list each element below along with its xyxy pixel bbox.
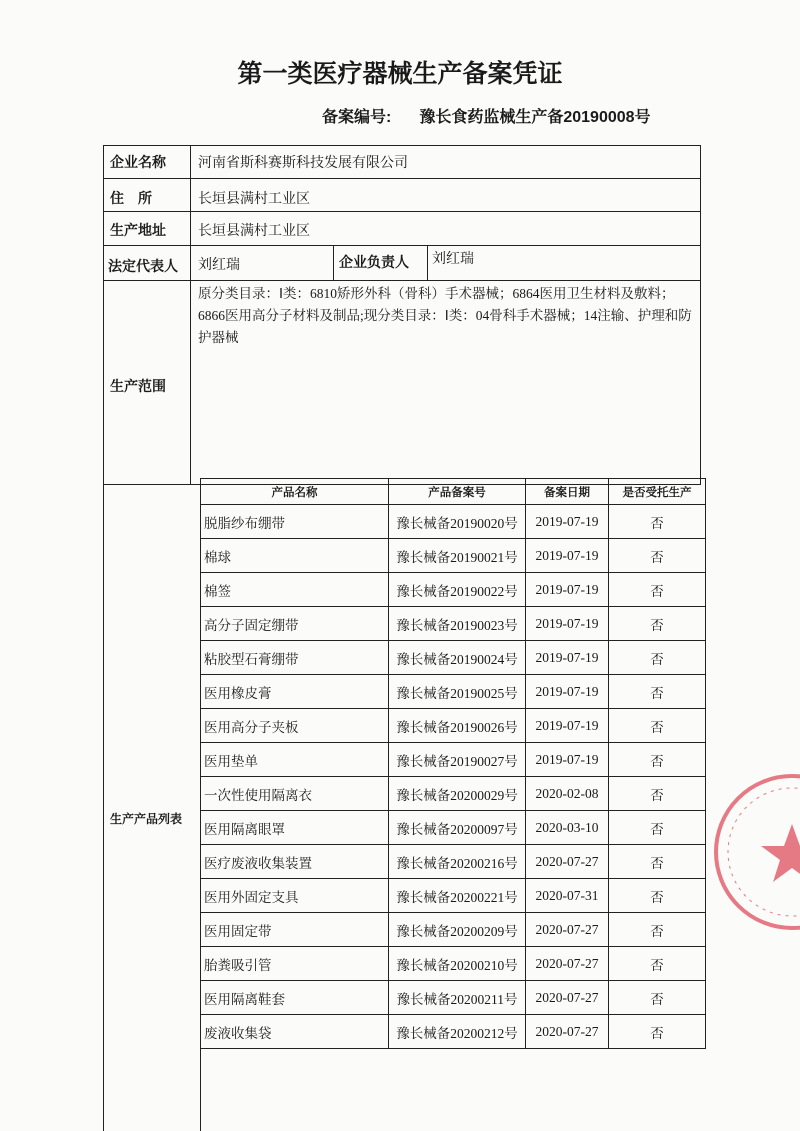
table-row	[201, 573, 706, 607]
product-name: 医用固定带	[201, 913, 389, 947]
products-section	[103, 485, 201, 1131]
entrusted: 否	[609, 777, 706, 811]
record-number: 豫长械备20190022号	[389, 573, 526, 607]
record-number: 豫长械备20190024号	[389, 641, 526, 675]
record-date: 2020-07-31	[526, 879, 609, 913]
record-date: 2019-07-19	[526, 743, 609, 777]
product-name: 棉签	[201, 573, 389, 607]
entrusted: 否	[609, 913, 706, 947]
product-name: 医用橡皮膏	[201, 675, 389, 709]
entrusted: 否	[609, 879, 706, 913]
record-date: 2020-07-27	[526, 1015, 609, 1049]
entrusted: 否	[609, 539, 706, 573]
products-label: 生产产品列表	[110, 812, 183, 826]
table-row	[201, 845, 706, 879]
table-row	[201, 607, 706, 641]
head-value: 刘红瑞	[432, 252, 474, 267]
record-date: 2020-03-10	[526, 811, 609, 845]
address-label: 住 所	[110, 190, 152, 206]
company-label: 企业名称	[110, 154, 166, 170]
record-number: 豫长械备20200029号	[389, 777, 526, 811]
record-date: 2020-07-27	[526, 947, 609, 981]
table-row	[201, 743, 706, 777]
row-divider	[103, 178, 701, 212]
table-row	[201, 641, 706, 675]
record-date: 2019-07-19	[526, 539, 609, 573]
scope-value: 原分类目录：Ⅰ类：6810矫形外科（骨科）手术器械；6864医用卫生材料及敷料；6866医用高分子材料及制品;现分类目录：Ⅰ类：04骨科手术器械；14注输、护理和防护器械	[198, 286, 692, 345]
product-name: 胎粪吸引管	[201, 947, 389, 981]
head-label: 企业负责人	[339, 254, 409, 270]
product-name: 医用高分子夹板	[201, 709, 389, 743]
table-row	[201, 1015, 706, 1049]
legal-value: 刘红瑞	[198, 258, 240, 273]
entrusted: 否	[609, 573, 706, 607]
record-number: 豫长械备20190023号	[389, 607, 526, 641]
entrusted: 否	[609, 675, 706, 709]
address-value: 长垣县满村工业区	[198, 192, 310, 207]
record-date: 2019-07-19	[526, 607, 609, 641]
record-number	[322, 104, 679, 127]
product-name: 一次性使用隔离衣	[201, 777, 389, 811]
official-seal	[712, 772, 800, 932]
record-date: 2019-07-19	[526, 573, 609, 607]
record-value: 豫长食药监械生产备20190008号	[419, 109, 651, 126]
record-date: 2019-07-19	[526, 709, 609, 743]
record-date: 2020-07-27	[526, 981, 609, 1015]
legal-label: 法定代表人	[108, 258, 178, 274]
table-row	[201, 879, 706, 913]
table-row	[201, 675, 706, 709]
col-divider	[190, 145, 191, 485]
record-number: 豫长械备20200210号	[389, 947, 526, 981]
table-row	[201, 811, 706, 845]
product-name: 医用外固定支具	[201, 879, 389, 913]
entrusted: 否	[609, 743, 706, 777]
products-table	[200, 478, 706, 1049]
entrusted: 否	[609, 641, 706, 675]
product-name: 医疗废液收集装置	[201, 845, 389, 879]
record-number: 豫长械备20200209号	[389, 913, 526, 947]
record-number: 豫长械备20190021号	[389, 539, 526, 573]
table-row	[201, 539, 706, 573]
entrusted: 否	[609, 981, 706, 1015]
site-label: 生产地址	[110, 222, 166, 238]
record-date: 2019-07-19	[526, 505, 609, 539]
record-date: 2020-02-08	[526, 777, 609, 811]
record-date: 2020-07-27	[526, 913, 609, 947]
table-row	[201, 777, 706, 811]
scope-label: 生产范围	[110, 378, 166, 394]
entrusted: 否	[609, 845, 706, 879]
record-number: 豫长械备20200097号	[389, 811, 526, 845]
record-date: 2019-07-19	[526, 675, 609, 709]
record-number: 豫长械备20190026号	[389, 709, 526, 743]
entrusted: 否	[609, 505, 706, 539]
document-title: 第一类医疗器械生产备案凭证	[237, 60, 563, 88]
site-value: 长垣县满村工业区	[198, 224, 310, 239]
product-name: 脱脂纱布绷带	[201, 505, 389, 539]
star-icon	[761, 824, 800, 882]
product-name: 医用垫单	[201, 743, 389, 777]
table-row	[201, 981, 706, 1015]
record-number: 豫长械备20190025号	[389, 675, 526, 709]
entrusted: 否	[609, 607, 706, 641]
product-name: 医用隔离眼罩	[201, 811, 389, 845]
company-value: 河南省斯科赛斯科技发展有限公司	[198, 156, 408, 171]
record-number: 豫长械备20200211号	[389, 981, 526, 1015]
record-date: 2019-07-19	[526, 641, 609, 675]
col-name: 产品名称	[201, 479, 389, 505]
record-number: 豫长械备20190020号	[389, 505, 526, 539]
table-header	[201, 479, 706, 505]
entrusted: 否	[609, 947, 706, 981]
entrusted: 否	[609, 709, 706, 743]
record-number: 豫长械备20200216号	[389, 845, 526, 879]
table-row	[201, 913, 706, 947]
record-label: 备案编号:	[322, 109, 392, 126]
entrusted: 否	[609, 1015, 706, 1049]
col-date: 备案日期	[526, 479, 609, 505]
record-number: 豫长械备20200221号	[389, 879, 526, 913]
product-name: 粘胶型石膏绷带	[201, 641, 389, 675]
entrusted: 否	[609, 811, 706, 845]
table-row	[201, 947, 706, 981]
product-name: 高分子固定绷带	[201, 607, 389, 641]
product-name: 废液收集袋	[201, 1015, 389, 1049]
col-number: 产品备案号	[389, 479, 526, 505]
col-entrusted: 是否受托生产	[609, 479, 706, 505]
table-row	[201, 709, 706, 743]
table-row	[201, 505, 706, 539]
product-name: 棉球	[201, 539, 389, 573]
record-number: 豫长械备20200212号	[389, 1015, 526, 1049]
record-number: 豫长械备20190027号	[389, 743, 526, 777]
record-date: 2020-07-27	[526, 845, 609, 879]
product-name: 医用隔离鞋套	[201, 981, 389, 1015]
